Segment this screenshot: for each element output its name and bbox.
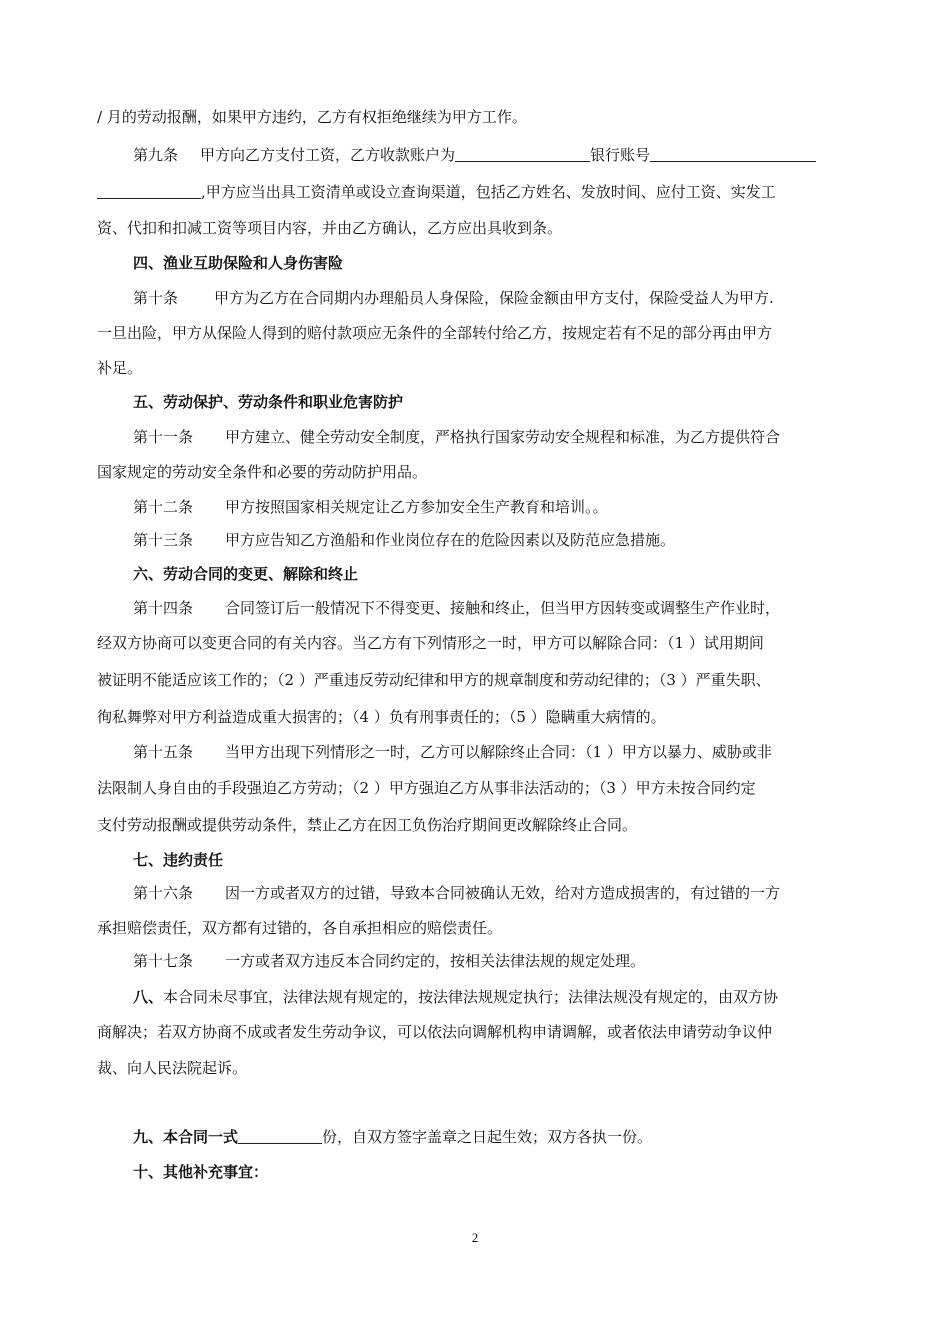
text: 本合同未尽事宜，法律法规有规定的，按法律法规规定执行；法律法规没有规定的，由双方协 <box>163 988 779 1006</box>
text: 银行账号 <box>590 146 651 164</box>
text: 甲方应告知乙方渔船和作业岗位存在的危险因素以及防范应急措施。 <box>225 531 676 549</box>
text: 份，自双方签字盖章之日起生效；双方各执一份。 <box>322 1128 653 1146</box>
text: / 月的劳动报酬，如果甲方违约，乙方有权拒绝继续为甲方工作。 <box>97 108 527 126</box>
article-14 <box>133 598 780 618</box>
article-label: 第九条 <box>133 146 179 164</box>
text: 法限制人身自由的手段强迫乙方劳动；（2 ）甲方强迫乙方从事非法活动的；（3 ）甲方未按合同约定 <box>97 779 756 797</box>
article-12 <box>133 497 608 517</box>
paragraph-line <box>97 462 427 482</box>
article-label: 第十条 <box>133 289 179 307</box>
paragraph-line <box>97 218 562 238</box>
text: 当甲方出现下列情形之一时，乙方可以解除终止合同：（1 ）甲方以暴力、威胁或非 <box>225 743 772 761</box>
paragraph-line <box>97 633 764 653</box>
article-17 <box>133 951 645 971</box>
section-8 <box>133 987 778 1007</box>
heading-text: 四、渔业互助保险和人身伤害险 <box>133 254 344 272</box>
text: 被证明不能适应该工作的；（2 ）严重违反劳动纪律和甲方的规章制度和劳动纪律的；（3 ）严重失职、 <box>97 671 771 689</box>
article-9 <box>133 145 816 165</box>
section-heading <box>133 253 343 273</box>
paragraph-line <box>97 1022 772 1042</box>
section-9 <box>133 1127 652 1147</box>
section-heading <box>133 564 358 584</box>
article-label: 第十七条 <box>133 952 194 970</box>
section-heading <box>133 1162 268 1182</box>
paragraph-line <box>97 670 771 690</box>
text: 合同签订后一般情况下不得变更、接触和终止，但当甲方因转变或调整生产作业时， <box>225 599 781 617</box>
article-16 <box>133 883 780 903</box>
paragraph-line <box>97 815 637 835</box>
text: 甲方向乙方支付工资，乙方收款账户为 <box>200 146 456 164</box>
heading-text: 十、其他补充事宜： <box>133 1163 269 1181</box>
article-11 <box>133 427 780 447</box>
text: 国家规定的劳动安全条件和必要的劳动防护用品。 <box>97 463 428 481</box>
paragraph-line <box>97 182 776 202</box>
article-label: 第十二条 <box>133 498 194 516</box>
text: 支付劳动报酬或提供劳动条件，禁止乙方在因工负伤治疗期间更改解除终止合同。 <box>97 816 638 834</box>
paragraph-line <box>97 707 666 727</box>
paragraph-line <box>97 323 772 343</box>
text: 一方或者双方违反本合同约定的，按相关法律法规的规定处理。 <box>225 952 646 970</box>
article-13 <box>133 530 675 550</box>
heading-text: 五、劳动保护、劳动条件和职业危害防护 <box>133 393 404 411</box>
article-label: 第十五条 <box>133 743 194 761</box>
text: ,甲方应当出具工资清单或设立查询渠道，包括乙方姓名、发放时间、应付工资、实发工 <box>201 183 776 201</box>
copies-blank[interactable] <box>238 1127 322 1144</box>
article-10 <box>133 288 774 308</box>
paragraph-line <box>97 107 527 127</box>
bank-account-blank-cont[interactable] <box>97 182 201 199</box>
text: 甲方建立、健全劳动安全制度，严格执行国家劳动安全规程和标准，为乙方提供符合 <box>225 428 781 446</box>
text: 补足。 <box>97 359 143 377</box>
section-heading-text: 九、本合同一式 <box>133 1128 239 1146</box>
text: 经双方协商可以变更合同的有关内容。当乙方有下列情形之一时，甲方可以解除合同：（1 ）试用期间 <box>97 634 764 652</box>
article-label: 第十六条 <box>133 884 194 902</box>
text: 甲方为乙方在合同期内办理船员人身保险，保险金额由甲方支付，保险受益人为甲方. <box>214 289 774 307</box>
paragraph-line <box>97 1058 247 1078</box>
article-label: 第十三条 <box>133 531 194 549</box>
text: 裁、向人民法院起诉。 <box>97 1059 248 1077</box>
text: 因一方或者双方的过错，导致本合同被确认无效，给对方造成损害的，有过错的一方 <box>225 884 781 902</box>
text: 徇私舞弊对甲方利益造成重大损害的；（4 ）负有刑事责任的；（5 ）隐瞒重大病情的。 <box>97 708 666 726</box>
paragraph-line <box>97 778 756 798</box>
paragraph-line <box>97 918 502 938</box>
article-15 <box>133 742 772 762</box>
bank-account-blank[interactable] <box>650 145 816 162</box>
section-number: 八、 <box>133 988 164 1006</box>
text: 资、代扣和扣减工资等项目内容，并由乙方确认，乙方应出具收到条。 <box>97 219 563 237</box>
account-blank[interactable] <box>455 145 590 162</box>
text: 商解决；若双方协商不成或者发生劳动争议，可以依法向调解机构申请调解，或者依法申请劳动争议仲 <box>97 1023 773 1041</box>
section-heading <box>133 392 403 412</box>
article-label: 第十一条 <box>133 428 194 446</box>
heading-text: 七、违约责任 <box>133 851 224 869</box>
text: 承担赔偿责任，双方都有过错的，各自承担相应的赔偿责任。 <box>97 919 503 937</box>
heading-text: 六、劳动合同的变更、解除和终止 <box>133 565 359 583</box>
paragraph-line <box>97 358 142 378</box>
section-heading <box>133 850 223 870</box>
text: 甲方按照国家相关规定让乙方参加安全生产教育和培训。。 <box>225 498 608 516</box>
text: 一旦出险，甲方从保险人得到的赔付款项应无条件的全部转付给乙方，按规定若有不足的部分再由甲方 <box>97 324 773 342</box>
article-label: 第十四条 <box>133 599 194 617</box>
page-number: 2 <box>471 1230 479 1245</box>
